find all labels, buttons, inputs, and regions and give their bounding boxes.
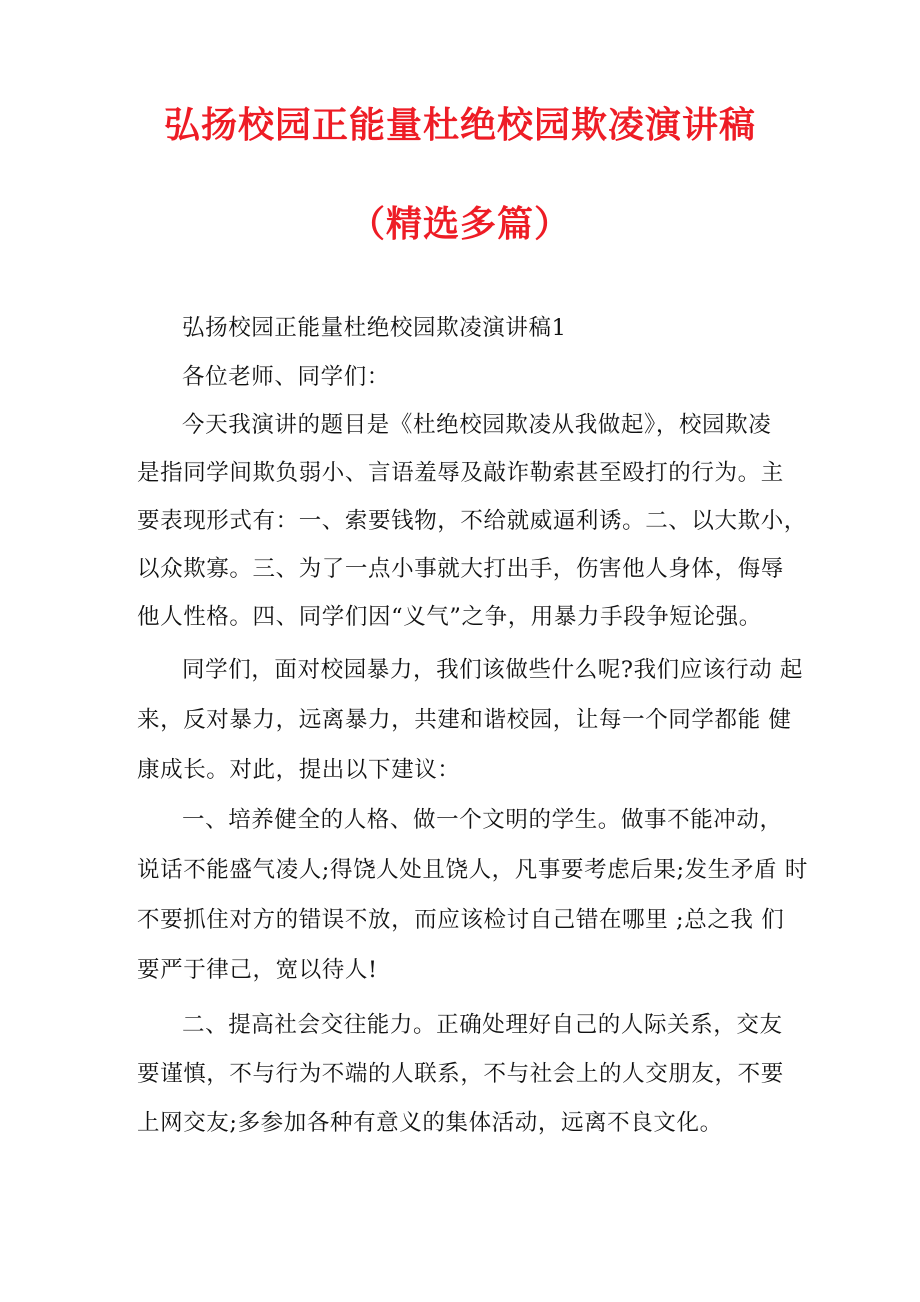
document-title: 弘扬校园正能量杜绝校园欺凌演讲稿	[163, 105, 756, 146]
paragraph-1-line-2: 是指同学间欺负弱小、言语羞辱及敲诈勒索甚至殴打的行为。主	[137, 460, 784, 486]
paragraph-1-line-4: 以众欺寡。三、为了一点小事就大打出手，伤害他人身体，侮辱	[137, 556, 784, 582]
paragraph-3-line-3: 不要抓住对方的错误不放，而应该检讨自己错在哪里 ;总之我 们	[137, 907, 785, 933]
paragraph-3-line-2: 说话不能盛气凌人;得饶人处且饶人，凡事要考虑后果;发生矛盾 时	[137, 857, 808, 883]
paragraph-2-line-3: 康成长。对此，提出以下建议：	[137, 757, 461, 783]
paragraph-1-line-3: 要表现形式有：一、索要钱物，不给就威逼利诱。二、以大欺小，	[137, 508, 807, 534]
salutation: 各位老师、同学们：	[182, 364, 390, 390]
paragraph-2-line-1: 同学们，面对校园暴力，我们该做些什么呢?我们应该行动 起	[182, 657, 804, 683]
paragraph-4-line-1: 二、提高社会交往能力。正确处理好自己的人际关系，交友	[182, 1012, 783, 1038]
paragraph-1-line-1: 今天我演讲的题目是《杜绝校园欺凌从我做起》，校园欺凌	[182, 412, 772, 438]
paragraph-3-line-4: 要严于律己，宽以待人!	[137, 957, 378, 983]
document-subtitle: （精选多篇）	[348, 204, 571, 245]
paragraph-3-line-1: 一、培养健全的人格、做一个文明的学生。做事不能冲动，	[182, 807, 783, 833]
paragraph-4-line-2: 要谨慎，不与行为不端的人联系，不与社会上的人交朋友，不要	[137, 1061, 784, 1087]
paragraph-2-line-2: 来，反对暴力，远离暴力，共建和谐校园，让每一个同学都能 健	[137, 707, 792, 733]
paragraph-4-line-3: 上网交友;多参加各种有意义的集体活动，远离不良文化。	[137, 1110, 723, 1136]
paragraph-1-line-5: 他人性格。四、同学们因“义气”之争，用暴力手段争短论强。	[137, 604, 762, 630]
section-heading: 弘扬校园正能量杜绝校园欺凌演讲稿1	[182, 315, 567, 341]
